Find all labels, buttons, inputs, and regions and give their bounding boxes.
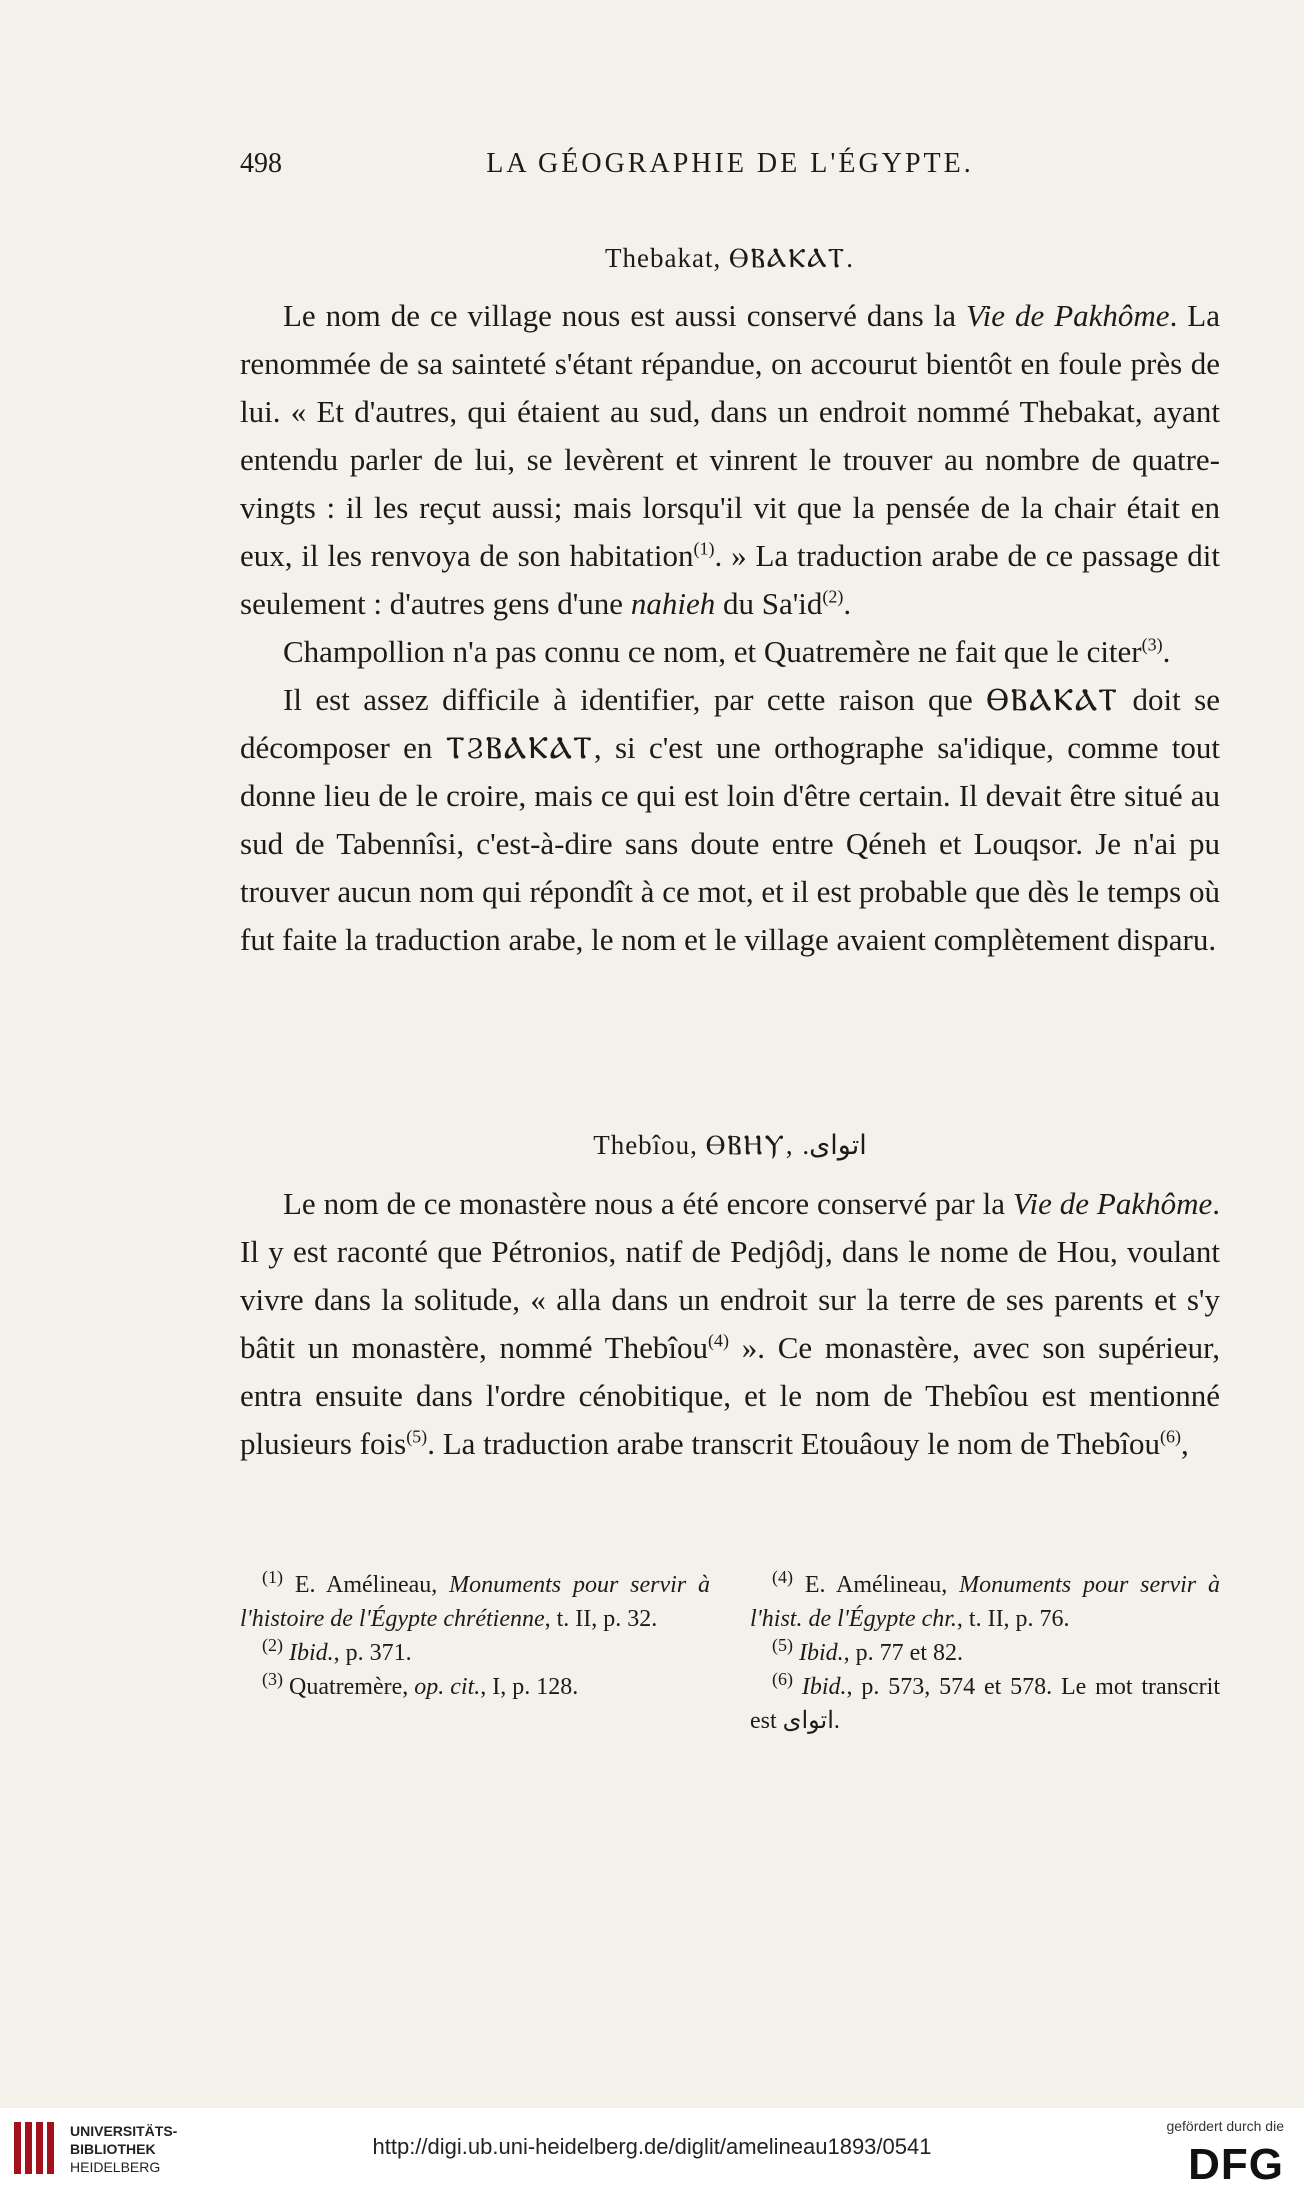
text-run: Il est assez difficile à identifier, par cette raison que [283,682,987,717]
heading-latin: Thebakat, [605,243,722,273]
text-run: E. Amélineau, [793,1572,960,1598]
text-run: , t. II, p. 32. [544,1606,658,1632]
paragraph [240,628,1220,676]
footnote-ref[interactable]: (4) [707,1330,729,1351]
text-run: , si c'est une orthographe sa'idique, comme tout donne lieu de le croire, mais ce qui est loin d'être certain. Il devait être situé au sud de Tabennîsi, c'est-à-dire sans doute entre Qéneh et Louqsor. Je n'ai pu trouver aucun nom qui répondît à ce mot, et il est probable que dès le temps où fut faite la traduction arabe, le nom et le village avaient complètement disparu. [240,730,1220,957]
library-name-line: BIBLIOTHEK [70,2141,156,2157]
text-run: , I, p. 128. [480,1674,579,1700]
permalink-url[interactable]: http://digi.ub.uni-heidelberg.de/diglit/amelineau1893/0541 [372,2134,932,2159]
footnote-5 [750,1636,1220,1670]
text-run: , [1181,1426,1189,1461]
coptic-word: ⲐⲂⲀⲔⲀⲦ [986,682,1120,717]
footnote-number: (2) [262,1635,283,1655]
dfg-logo: DFG [1188,2140,1284,2189]
text-run: . [1162,634,1171,669]
footnote-ref[interactable]: (2) [822,586,844,607]
text-run: Le nom de ce monastère nous a été encore conservé par la [283,1186,1013,1221]
library-name-line: UNIVERSITÄTS- [70,2123,178,2139]
footnotes-right-column [750,1568,1220,1738]
footnote-number: (3) [262,1669,283,1689]
text-run: , p. 77 et 82. [843,1640,963,1666]
text-run: du Sa'id [715,586,823,621]
footnote-4 [750,1568,1220,1636]
italic-title: op. cit. [414,1674,481,1700]
text-run: . La renommée de sa sainteté s'étant répandue, on accourut bientôt en foule près de lui. « Et d'autres, qui étaient au sud, dans un endroit nommé Thebakat, ayant entendu parler de lui, se levèrent et vinrent le trouver au nombre de quatre-vingts : il les reçut aussi; mais lorsqu'il vit que la pensée de la chair était en eux, il les renvoya de son habitation [240,298,1220,573]
funder-text: gefördert durch die [1166,2118,1284,2134]
heading-latin: Thebîou, [593,1130,698,1160]
page-number: 498 [240,148,282,179]
heading-coptic: ⲐⲂⲀⲔⲀⲦ. [728,243,855,273]
footnote-2 [240,1636,710,1670]
coptic-word: ⲦϨⲂⲀⲔⲀⲦ [445,730,594,765]
text-run: doit se décomposer en [240,682,1220,765]
footnote-6 [750,1670,1220,1738]
footnote-ref[interactable]: (1) [693,538,715,559]
library-name-line: HEIDELBERG [70,2159,161,2175]
paragraph [240,1180,1220,1468]
text-run: , p. 573, 574 et 578. Le mot transcrit est [750,1674,1220,1734]
text-run: E. Amélineau, [283,1572,450,1598]
italic-title: Ibid. [793,1674,847,1700]
footnote-3 [240,1670,710,1704]
paragraph [240,676,1220,964]
text-run: , p. 371. [333,1640,412,1666]
text-run: Le nom de ce village nous est aussi conservé dans la [283,298,967,333]
section-body-thebakat [240,292,1220,964]
text-run: . [843,586,852,621]
section-heading-thebakat [240,243,1220,275]
running-head [240,148,1220,188]
footnote-1 [240,1568,710,1636]
text-run: Champollion n'a pas connu ce nom, et Quatremère ne fait que le citer [283,634,1142,669]
italic-title: Monuments pour servir à l'histoire de l'Égypte chrétienne [240,1572,710,1632]
footnote-ref[interactable]: (5) [406,1426,428,1447]
heading-arabic: اتواى. [802,1130,867,1160]
heading-coptic: ⲐⲂⲎⲨ, [705,1130,795,1160]
footnote-ref[interactable]: (6) [1160,1426,1182,1447]
viewer-footer [0,2108,1304,2193]
italic-title: Ibid. [283,1640,334,1666]
text-run: . [833,1708,840,1734]
footnote-number: (5) [772,1635,793,1655]
footnote-number: (4) [772,1567,793,1587]
italic-title: Monuments pour servir à l'hist. de l'Égypte chr. [750,1572,1220,1632]
section-heading-thebiou [240,1130,1220,1162]
italic-title: Ibid. [793,1640,844,1666]
italic-title: Vie de Pakhôme [966,298,1170,333]
footnote-ref[interactable]: (3) [1141,634,1163,655]
arabic-word: اتواى [782,1708,834,1734]
text-run: ». Ce monastère, avec son supérieur, entra ensuite dans l'ordre cénobitique, et le nom de Thebîou est mentionné plusieurs fois [240,1330,1220,1461]
italic-title: Vie de Pakhôme [1012,1186,1213,1221]
italic-term: nahieh [630,586,716,621]
footnote-number: (6) [772,1669,793,1689]
text-run: Quatremère, [283,1674,415,1700]
section-body-thebiou [240,1180,1220,1468]
text-run: . La traduction arabe transcrit Etouâouy le nom de Thebîou [427,1426,1161,1461]
footnote-number: (1) [262,1567,283,1587]
running-title: LA GÉOGRAPHIE DE L'ÉGYPTE. [486,148,974,179]
footnotes-left-column [240,1568,710,1704]
text-run: , t. II, p. 76. [956,1606,1070,1632]
paragraph [240,292,1220,628]
text-run: . » La traduction arabe de ce passage dit seulement : d'autres gens d'une [240,538,1220,621]
text-run: . Il y est raconté que Pétronios, natif de Pedjôdj, dans le nome de Hou, voulant vivre dans la solitude, « alla dans un endroit sur la terre de ses parents et s'y bâtit un monastère, nommé Thebîou [240,1186,1221,1365]
